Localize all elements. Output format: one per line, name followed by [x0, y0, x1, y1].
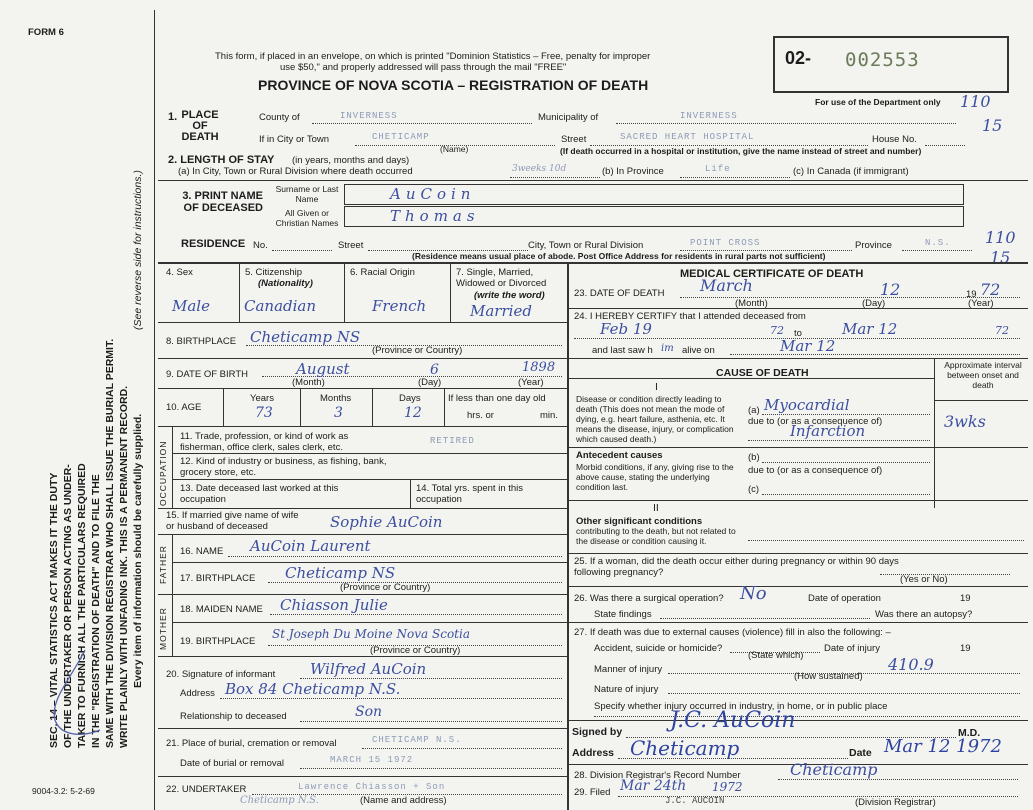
father-birthplace-label: 17. BIRTHPLACE [180, 573, 256, 584]
mother-maiden-label: 18. MAIDEN NAME [180, 604, 263, 615]
form-number: FORM 6 [28, 27, 64, 38]
father-birthplace-caption: (Province or Country) [340, 582, 431, 593]
attended-to-year: 72 [995, 324, 1009, 337]
attended-to-value: Mar 12 [842, 320, 898, 338]
state-findings-label: State findings [594, 609, 652, 620]
spouse-label: 15. If married give name of wife or husband of deceased [166, 510, 299, 532]
physician-signature: J.C. AuCoin [670, 708, 796, 733]
last-saw-pronoun: im [661, 343, 674, 354]
surname-value: AuCoin [390, 185, 476, 203]
municipality-label: Municipality of [538, 112, 599, 123]
given-names-value: Thomas [390, 207, 480, 225]
undertaker-value: Lawrence Chiasson + Son [298, 782, 446, 792]
burial-place-value: CHETICAMP N.S. [372, 735, 462, 745]
department-code-2: 15 [982, 116, 1003, 135]
marital-status-label: 7. Single, Married, Widowed or Divorced [456, 267, 547, 289]
side-instruction-5: SAME WITH THE DIVISION REGISTRAR WHO SHALL ISSUE THE BURIAL PERMIT. [104, 338, 116, 748]
hours-label: hrs. or [467, 410, 494, 421]
residence-caption: (Residence means usual place of abode. Post Office Address for residents in rural parts not sufficient) [412, 251, 826, 261]
relationship-label: Relationship to deceased [180, 711, 287, 722]
birthplace-caption: (Province or Country) [372, 345, 463, 356]
every-item-note: Every item of information should be carefully supplied. [132, 413, 144, 688]
side-instruction-4: IN THE "REGISTRATION OF DEATH" AND TO FILE THE [90, 474, 102, 748]
line-b-label: (b) [748, 452, 760, 463]
department-code-3: 110 [985, 228, 1016, 247]
department-code: 110 [960, 92, 991, 111]
sec14-instruction: SEC. 14 – VITAL STATISTICS ACT MAKES IT THE DUTY [48, 472, 60, 748]
city-caption: (Name) [440, 144, 469, 154]
filed-year-value: 1972 [712, 780, 743, 794]
undertaker-address-value: Cheticamp N.S. [240, 795, 319, 806]
alive-on-label: alive on [682, 345, 715, 356]
death-day-value: 12 [880, 280, 901, 299]
mother-side-label: MOTHER [158, 607, 168, 650]
residence-no-label: No. [253, 240, 268, 251]
street-label: Street [561, 134, 587, 145]
attended-from-value: Feb 19 [600, 320, 652, 338]
interval-label: Approximate interval between onset and death [944, 360, 1022, 390]
record-number-value: Cheticamp [790, 760, 878, 779]
year-caption: (Year) [518, 377, 544, 388]
last-worked-label: 13. Date deceased last worked at this occupation [180, 483, 339, 505]
antecedent-text: Morbid conditions, if any, giving rise to the above cause, stating the underlying condition last. [576, 462, 734, 492]
street-value: SACRED HEART HOSPITAL [620, 132, 755, 142]
certify-label: 24. I HEREBY CERTIFY that I attended deceased from [574, 311, 806, 322]
occupation-side-label: OCCUPATION [158, 440, 168, 506]
municipality-value: INVERNESS [680, 111, 738, 121]
filed-date-value: Mar 24th [620, 778, 687, 794]
cause-of-death-title: CAUSE OF DEATH [716, 367, 809, 379]
page-title: PROVINCE OF NOVA SCOTIA – REGISTRATION OF DEATH [258, 77, 649, 93]
pregnancy-question: 25. If a woman, did the death occur either during pregnancy or within 90 days following pregnancy? [574, 556, 899, 578]
father-name-label: 16. NAME [180, 546, 224, 557]
surgical-operation-label: 26. Was there a surgical operation? [574, 593, 724, 604]
surname-label: Surname or Last Name [275, 184, 339, 204]
marital-status-value: Married [470, 302, 532, 320]
division-registrar-caption: (Division Registrar) [855, 797, 936, 808]
yes-no-caption: (Yes or No) [900, 574, 948, 585]
medical-certificate-title: MEDICAL CERTIFICATE OF DEATH [680, 268, 864, 280]
manner-of-injury-label: Manner of injury [594, 664, 663, 675]
industry-label: 12. Kind of industry or business, as fishing, bank, grocery store, etc. [180, 456, 387, 478]
state-which-caption: (State which) [748, 650, 804, 661]
registration-prefix: 02- [785, 48, 812, 68]
other-conditions-text: contributing to the death, but not related to the disease or condition causing it. [576, 526, 736, 546]
stay-province-label: (b) In Province [602, 166, 664, 177]
residence-label: RESIDENCE [181, 238, 246, 250]
death-month-value: March [700, 276, 753, 295]
street-caption: (If death occurred in a hospital or institution, give the name instead of street and number) [560, 146, 922, 156]
department-code-4: 15 [990, 248, 1011, 267]
age-years-value: 73 [255, 405, 273, 421]
due-to-label-2: due to (or as a consequence of) [748, 465, 883, 476]
antecedent-label: Antecedent causes [576, 450, 663, 461]
cause-a-value: Myocardial [764, 396, 850, 414]
physician-address-value: Cheticamp [630, 736, 740, 760]
month-caption: (Month) [292, 377, 325, 388]
attended-from-year: 72 [770, 324, 784, 337]
father-name-value: AuCoin Laurent [250, 537, 371, 555]
part-two-label: II [653, 502, 659, 514]
residence-province-value: N.S. [925, 238, 951, 248]
disease-label: Disease or condition directly leading to death (This does not mean the mode of dying, e.g. heart failure, asthenia, etc. It means the disease, injury, or complication which caused death.) [576, 394, 734, 444]
day-caption: (Day) [418, 377, 442, 388]
physician-address-label: Address [572, 747, 615, 759]
registration-number: 002553 [845, 49, 920, 71]
margin-scribble [30, 640, 120, 750]
cause-code-value: 410.9 [888, 655, 934, 674]
surgical-operation-value: No [740, 583, 767, 604]
marital-status-sub: (write the word) [474, 290, 545, 301]
less-than-day-label: If less than one day old [448, 393, 546, 404]
informant-address-label: Address [180, 688, 215, 699]
relationship-value: Son [355, 704, 383, 720]
death-year-value: 72 [980, 280, 1001, 299]
record-number-label: 28. Division Registrar's Record Number [574, 770, 741, 781]
length-of-stay-label: 2. LENGTH OF STAY [168, 154, 275, 166]
racial-origin-value: French [372, 297, 427, 315]
attended-to-label: to [794, 328, 802, 339]
stay-city-label: (a) In City, Town or Rural Division where death occurred [178, 166, 413, 177]
residence-city-label: City, Town or Rural Division [528, 240, 644, 251]
sex-value: Male [172, 297, 210, 315]
death-year-caption: (Year) [968, 298, 994, 309]
department-use-label: For use of the Department only [815, 97, 941, 107]
mailing-notice-2: use $50," and properly addressed will pass through the mail "FREE" [280, 62, 567, 73]
certificate-date-value: Mar 12 1972 [884, 736, 1002, 757]
due-to-label: due to (or as a consequence of) [748, 416, 883, 427]
age-label: 10. AGE [166, 402, 202, 413]
minutes-label: min. [540, 410, 558, 421]
racial-origin-label: 6. Racial Origin [350, 267, 415, 278]
burial-date-label: Date of burial or removal [180, 758, 285, 769]
injury-place-label: Specify whether injury occurred in industry, in home, or in public place [594, 701, 888, 712]
date-of-death-label: 23. DATE OF DEATH [574, 288, 665, 299]
certificate-date-label: Date [849, 747, 872, 759]
sex-label: 4. Sex [166, 267, 193, 278]
side-instruction-6: WRITE PLAINLY WITH UNFADING INK. THIS IS A PERMANENT RECORD. [118, 385, 130, 748]
stay-canada-label: (c) In Canada (if immigrant) [793, 166, 909, 177]
undertaker-label: 22. UNDERTAKER [166, 784, 247, 795]
print-name-label: 3. PRINT NAME OF DECEASED [182, 190, 263, 214]
age-days-value: 12 [404, 405, 422, 421]
citizenship-sub: (Nationality) [258, 278, 313, 289]
house-number-label: House No. [872, 134, 917, 145]
mother-maiden-value: Chiasson Julie [280, 596, 388, 614]
operation-year-prefix: 19 [960, 593, 971, 604]
spouse-value: Sophie AuCoin [330, 513, 443, 531]
trade-label: 11. Trade, profession, or kind of work as fisherman, office clerk, sales clerk, etc. [180, 431, 349, 453]
dob-year-value: 1898 [522, 360, 556, 375]
county-label: County of [259, 112, 300, 123]
death-day-caption: (Day) [862, 298, 886, 309]
registration-number-box [773, 36, 1009, 93]
death-year-prefix: 19 [966, 289, 977, 300]
filed-label: 29. Filed [574, 787, 611, 798]
other-conditions-label: Other significant conditions [576, 516, 703, 527]
length-of-stay-sub: (in years, months and days) [292, 155, 410, 166]
burial-place-label: 21. Place of burial, cremation or removal [166, 738, 337, 749]
stay-province-value: Life [705, 164, 731, 174]
accident-label: Accident, suicide or homicide? [594, 643, 723, 654]
print-code: 9004-3.2: 5-2-69 [32, 786, 95, 796]
mother-birthplace-caption: (Province or Country) [370, 645, 461, 656]
injury-year-prefix: 19 [960, 643, 971, 654]
dob-month-value: August [296, 360, 350, 378]
stay-city-value: 3weeks 10d [512, 164, 567, 174]
age-months-value: 3 [334, 405, 343, 421]
alive-on-value: Mar 12 [780, 337, 836, 355]
residence-street-label: Street [338, 240, 364, 251]
side-instruction-2: OF THE UNDERTAKER OR PERSON ACTING AS UNDER- [62, 464, 74, 748]
date-of-birth-label: 9. DATE OF BIRTH [166, 369, 248, 380]
city-label: If in City or Town [259, 134, 330, 145]
how-sustained-caption: (How sustained) [794, 671, 863, 682]
birthplace-value: Cheticamp NS [250, 328, 361, 346]
line-c-label: (c) [748, 484, 760, 495]
mailing-notice: This form, if placed in an envelope, on which is printed "Dominion Statistics – Free, penalty for improper [215, 51, 651, 62]
cause-a2-value: Infarction [790, 422, 866, 440]
citizenship-label: 5. Citizenship [245, 267, 303, 278]
side-instruction-3: TAKER TO FURNISH ALL THE PARTICULARS REQUIRED [76, 463, 88, 748]
given-names-label: All Given or Christian Names [275, 208, 339, 228]
informant-signature-value: Wilfred AuCoin [310, 660, 427, 678]
signed-by-label: Signed by [572, 726, 623, 738]
burial-date-value: MARCH 15 1972 [330, 755, 414, 765]
part-one-label: I [655, 381, 658, 393]
residence-province-label: Province [855, 240, 892, 251]
trade-value: RETIRED [430, 436, 475, 446]
place-of-death-label: PLACE OF DEATH [181, 109, 219, 143]
last-saw-label: and last saw h [592, 345, 653, 356]
see-reverse-note: (See reverse side for instructions.) [132, 170, 144, 330]
external-causes-label: 27. If death was due to external causes (violence) fill in also the following: – [574, 627, 891, 638]
birthplace-label: 8. BIRTHPLACE [166, 336, 237, 347]
md-label: M.D. [958, 727, 981, 739]
place-number: 1. [168, 111, 178, 123]
death-month-caption: (Month) [735, 298, 768, 309]
undertaker-caption: (Name and address) [360, 795, 447, 806]
operation-date-label: Date of operation [808, 593, 881, 604]
informant-signature-label: 20. Signature of informant [166, 669, 276, 680]
mother-birthplace-label: 19. BIRTHPLACE [180, 636, 256, 647]
interval-value: 3wks [944, 412, 986, 431]
line-a-label: (a) [748, 405, 760, 416]
age-months-label: Months [320, 393, 352, 404]
county-value: INVERNESS [340, 111, 398, 121]
age-years-label: Years [250, 393, 274, 404]
date-of-injury-label: Date of injury [824, 643, 880, 654]
autopsy-label: Was there an autopsy? [875, 609, 973, 620]
mother-birthplace-value: St Joseph Du Moine Nova Scotia [272, 627, 470, 641]
total-years-label: 14. Total yrs. spent in this occupation [416, 483, 524, 505]
registrar-name-value: J.C. AUCOIN [665, 796, 725, 806]
city-value: CHETICAMP [372, 132, 430, 142]
residence-city-value: POINT CROSS [690, 238, 761, 248]
father-birthplace-value: Cheticamp NS [285, 564, 396, 582]
nature-of-injury-label: Nature of injury [594, 684, 659, 695]
informant-address-value: Box 84 Cheticamp N.S. [225, 680, 401, 698]
father-side-label: FATHER [158, 545, 168, 584]
citizenship-value: Canadian [244, 297, 317, 315]
age-days-label: Days [399, 393, 421, 404]
dob-day-value: 6 [430, 362, 439, 378]
